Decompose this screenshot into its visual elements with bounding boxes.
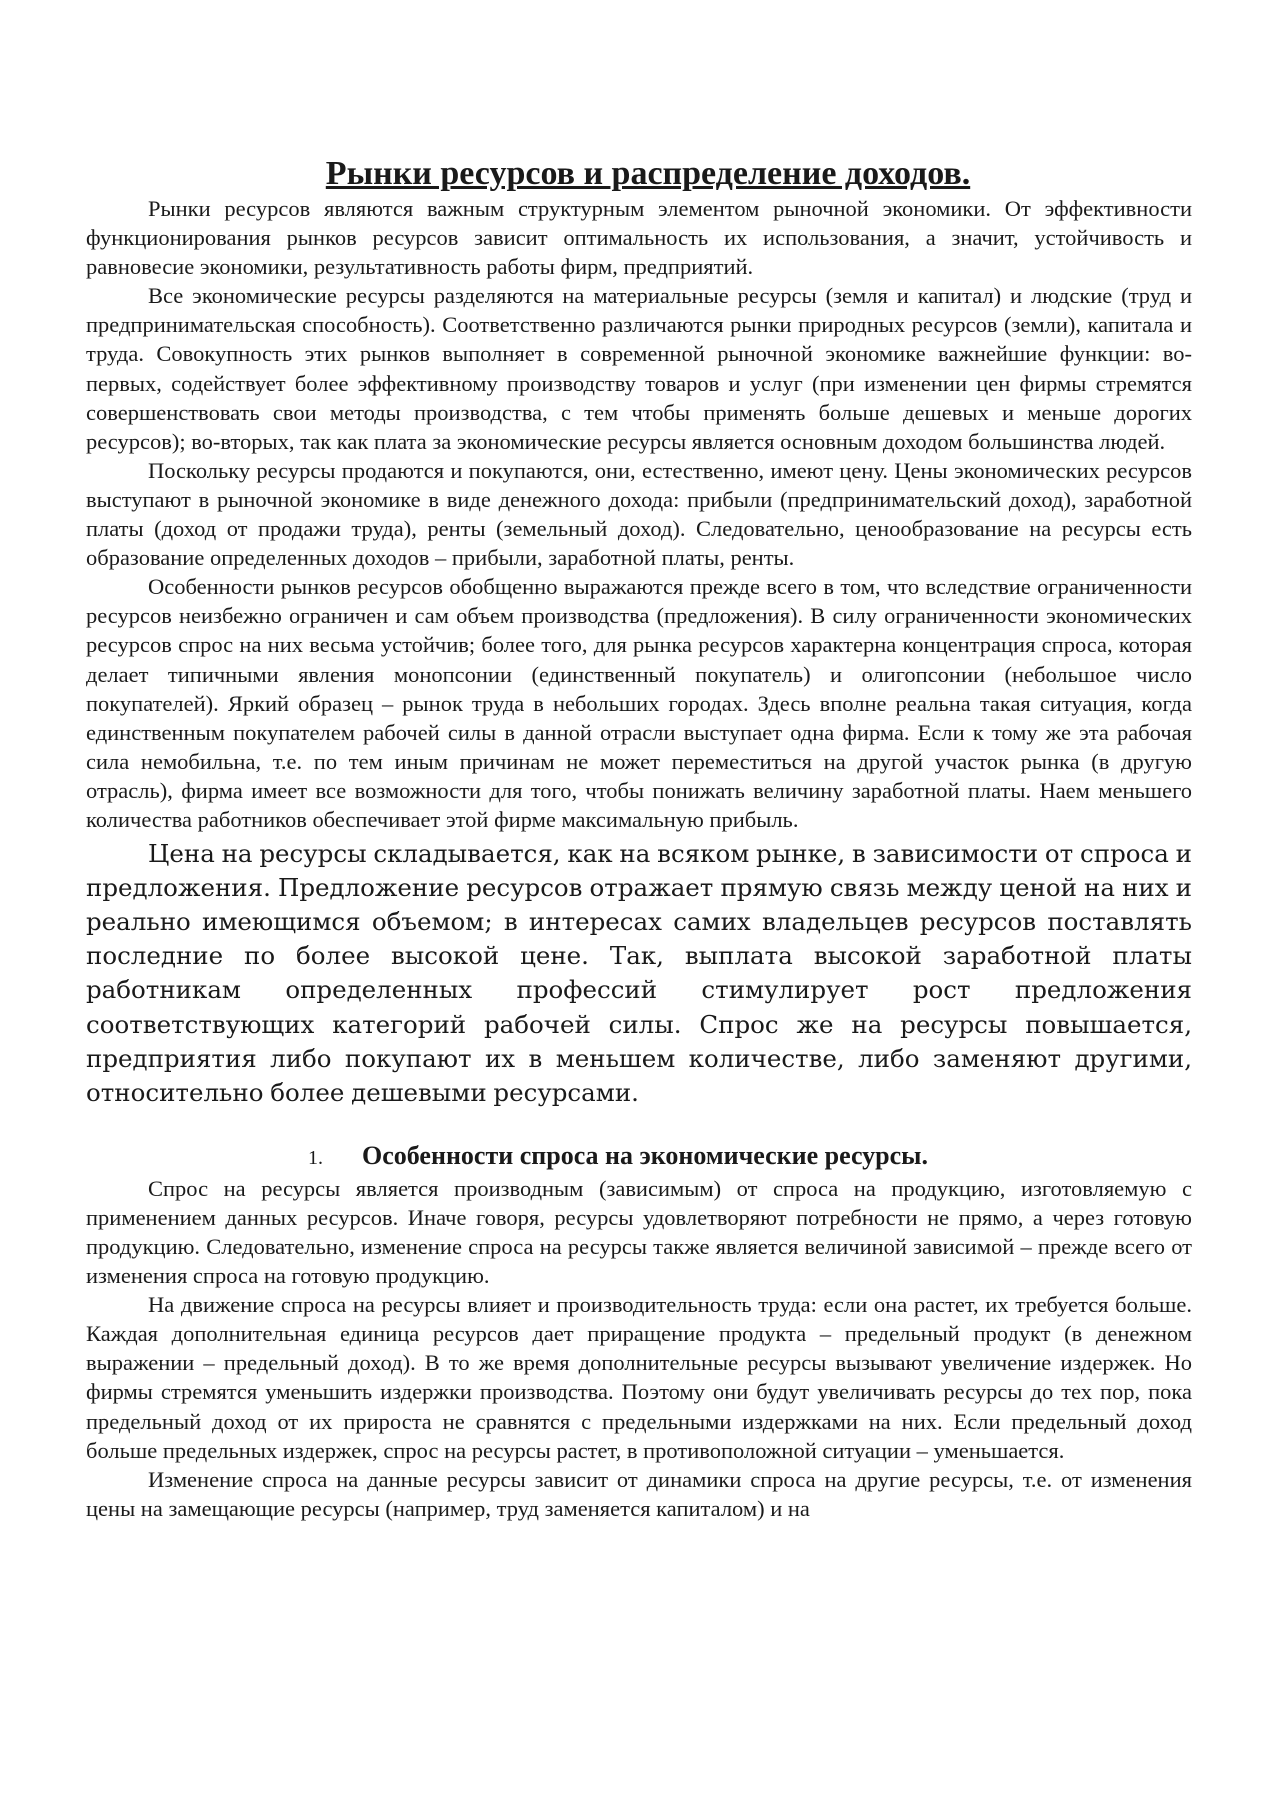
intro-paragraph-1: Рынки ресурсов являются важным структурным элементом рыночной экономики. От эффективности функционирования рынков ресурсов зависит оптимальность их использования, а значит, устойчивость и равновесие экономики, результативность работы фирм, предприятий.: [86, 196, 1192, 280]
section-paragraph-2: На движение спроса на ресурсы влияет и производительность труда: если она растет, их требуется больше. Каждая дополнительная единица ресурсов дает приращение продукта – предельный продукт (в денежном выражении – предельный доход). В то же время дополнительные ресурсы вызывают увеличение издержек. Но фирмы стремятся уменьшить издержки производства. Поэтому они будут увеличивать ресурсы до тех пор, пока предельный доход от их прироста не сравнятся с предельными издержками на них. Если предельный доход больше предельных издержек, спрос на ресурсы растет, в противоположной ситуации – уменьшается.: [86, 1292, 1192, 1463]
intro-paragraph-3: Поскольку ресурсы продаются и покупаются, они, естественно, имеют цену. Цены экономических ресурсов выступают в рыночной экономике в виде денежного дохода: прибыли (предпринимательский доход), заработной платы (доход от продажи труда), ренты (земельный доход). Следовательно, ценообразование на ресурсы есть образование определенных доходов – прибыли, заработной платы, ренты.: [86, 457, 1192, 571]
document-title: Рынки ресурсов и распределение доходов.: [325, 155, 971, 192]
section-paragraph-3: Изменение спроса на данные ресурсы зависит от динамики спроса на другие ресурсы, т.е. от изменения цены на замещающие ресурсы (например, труд заменяется капиталом) и на: [86, 1466, 1192, 1521]
intro-paragraph-4: Особенности рынков ресурсов обобщенно выражаются прежде всего в том, что вследствие ограниченности ресурсов неизбежно ограничен и сам объем производства (предложения). В силу ограниченности экономических ресурсов спрос на них весьма устойчив; более того, для рынка ресурсов характерна концентрация спроса, которая делает типичными явления монопсонии (единственный покупатель) и олигопсонии (небольшое число покупателей). Яркий образец – рынок труда в небольших городах. Здесь вполне реальна такая ситуация, когда единственным покупателем рабочей силы в данной отрасли выступает одна фирма. Если к тому же эта рабочая сила немобильна, т.е. по тем иным причинам не может переместиться на другой участок рынка (в другую отрасль), фирма имеет все возможности для того, чтобы понижать величину заработной платы. Наем меньшего количества работников обеспечивает этой фирме максимальную прибыль.: [86, 574, 1192, 832]
section-title: Особенности спроса на экономические ресурсы.: [362, 1140, 928, 1170]
section-paragraph-1: Спрос на ресурсы является производным (зависимым) от спроса на продукцию, изготовляемую с применением данных ресурсов. Иначе говоря, ресурсы удовлетворяют потребности не прямо, а через готовую продукцию. Следовательно, изменение спроса на ресурсы также является величиной зависимой – прежде всего от изменения спроса на готовую продукцию.: [86, 1175, 1192, 1289]
document-body: [86, 154, 1192, 1523]
intro-paragraph-2: Все экономические ресурсы разделяются на материальные ресурсы (земля и капитал) и людские (труд и предпринимательская способность). Соответственно различаются рынки природных ресурсов (земли), капитала и труда. Совокупность этих рынков выполняет в современной рыночной экономике важнейшие функции: во-первых, содействует более эффективному производству товаров и услуг (при изменении цен фирмы стремятся совершенствовать свои методы производства, с тем чтобы применять больше дешевых и меньше дорогих ресурсов); во-вторых, так как плата за экономические ресурсы является основным доходом большинства людей.: [86, 283, 1192, 454]
section-heading: [86, 1140, 1192, 1174]
resource-price-paragraph: Цена на ресурсы складывается, как на всяком рынке, в зависимости от спроса и предложения. Предложение ресурсов отражает прямую связь между ценой на них и реально имеющимся объемом; в интересах самих владельцев ресурсов поставлять последние по более высокой цене. Так, выплата высокой заработной платы работникам определенных профессий стимулирует рост предложения соответствующих категорий рабочей силы. Спрос же на ресурсы повышается, предприятия либо покупают их в меньшем количестве, либо заменяют другими, относительно более дешевыми ресурсами.: [86, 839, 1192, 1107]
section-number: 1.: [308, 1146, 323, 1169]
